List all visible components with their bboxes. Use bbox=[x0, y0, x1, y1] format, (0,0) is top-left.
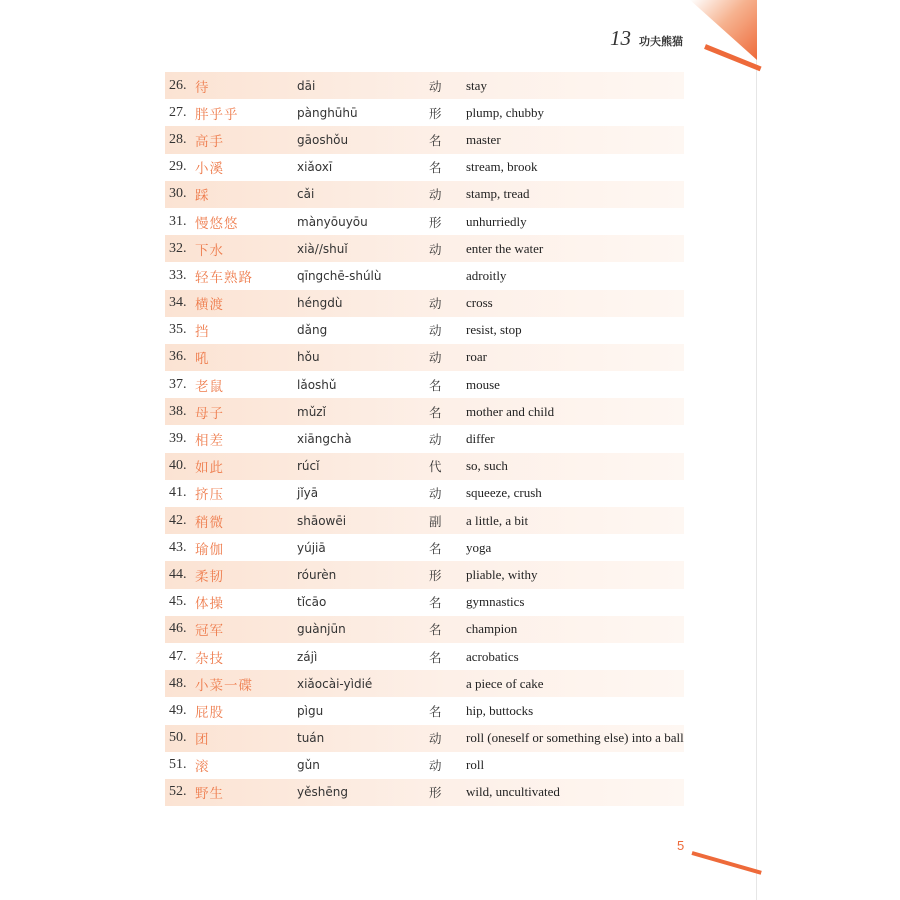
vocab-pinyin: xiǎoxī bbox=[297, 160, 333, 175]
vocab-number: 34. bbox=[169, 295, 187, 311]
vocab-pinyin: gāoshǒu bbox=[297, 132, 349, 147]
vocab-hanzi: 胖乎乎 bbox=[195, 106, 239, 123]
vocab-pinyin: lǎoshǔ bbox=[297, 377, 337, 392]
vocab-part-of-speech: 动 bbox=[429, 350, 442, 366]
vocab-row bbox=[165, 398, 684, 425]
lesson-title: 功夫熊猫 bbox=[639, 35, 683, 48]
vocab-hanzi: 待 bbox=[195, 79, 210, 96]
vocab-hanzi: 小菜一碟 bbox=[195, 677, 253, 694]
vocab-row bbox=[165, 371, 684, 398]
vocab-meaning: stamp, tread bbox=[466, 186, 530, 202]
vocab-number: 52. bbox=[169, 784, 187, 800]
vocab-row bbox=[165, 262, 684, 289]
vocab-part-of-speech: 形 bbox=[429, 785, 442, 801]
vocab-number: 33. bbox=[169, 267, 187, 283]
vocab-pinyin: pìgu bbox=[297, 703, 324, 718]
vocab-row bbox=[165, 235, 684, 262]
vocab-hanzi: 慢悠悠 bbox=[195, 215, 239, 232]
vocab-row bbox=[165, 154, 684, 181]
vocab-hanzi: 如此 bbox=[195, 460, 224, 477]
vocab-pinyin: mǔzǐ bbox=[297, 404, 326, 419]
vocab-hanzi: 屁股 bbox=[195, 704, 224, 721]
vocab-number: 40. bbox=[169, 458, 187, 474]
vocab-row bbox=[165, 725, 684, 752]
vocab-row bbox=[165, 697, 684, 724]
vocab-hanzi: 挡 bbox=[195, 324, 210, 341]
vocab-number: 50. bbox=[169, 730, 187, 746]
vocab-pinyin: yěshēng bbox=[297, 785, 348, 800]
vocab-part-of-speech: 代 bbox=[429, 459, 442, 475]
vocab-meaning: mouse bbox=[466, 376, 500, 392]
vocab-meaning: gymnastics bbox=[466, 594, 525, 610]
vocab-number: 37. bbox=[169, 376, 187, 392]
vocab-row bbox=[165, 208, 684, 235]
vocab-part-of-speech: 名 bbox=[429, 377, 442, 393]
vocab-pinyin: xiǎocài-yìdié bbox=[297, 676, 373, 691]
vocab-row bbox=[165, 344, 684, 371]
vocab-row bbox=[165, 317, 684, 344]
vocab-row bbox=[165, 670, 684, 697]
vocab-part-of-speech: 形 bbox=[429, 567, 442, 583]
vocab-hanzi: 老鼠 bbox=[195, 378, 224, 395]
vocab-meaning: roll bbox=[466, 757, 485, 773]
vocab-hanzi: 野生 bbox=[195, 786, 224, 803]
vocab-part-of-speech: 动 bbox=[429, 731, 442, 747]
vocab-row bbox=[165, 752, 684, 779]
vocab-part-of-speech: 动 bbox=[429, 486, 442, 502]
vocab-number: 39. bbox=[169, 431, 187, 447]
vocab-number: 49. bbox=[169, 702, 187, 718]
vocab-meaning: enter the water bbox=[466, 240, 544, 256]
vocab-hanzi: 柔韧 bbox=[195, 568, 224, 585]
page-number: 5 bbox=[677, 838, 685, 853]
vocab-hanzi: 轻车熟路 bbox=[195, 269, 253, 286]
vocab-number: 46. bbox=[169, 621, 187, 637]
vocab-part-of-speech: 名 bbox=[429, 622, 442, 638]
vocab-pinyin: qīngchē-shúlù bbox=[297, 268, 382, 283]
vocab-part-of-speech: 形 bbox=[429, 105, 442, 121]
vocab-number: 36. bbox=[169, 349, 187, 365]
vocab-row bbox=[165, 589, 684, 616]
vocab-part-of-speech: 副 bbox=[429, 513, 442, 529]
vocab-meaning: so, such bbox=[466, 458, 508, 474]
vocab-number: 26. bbox=[169, 77, 187, 93]
vocab-number: 28. bbox=[169, 131, 187, 147]
vocab-meaning: plump, chubby bbox=[466, 104, 544, 120]
vocab-hanzi: 滚 bbox=[195, 759, 210, 776]
vocab-row bbox=[165, 290, 684, 317]
vocab-pinyin: tǐcāo bbox=[297, 595, 327, 610]
vocab-number: 27. bbox=[169, 104, 187, 120]
vocab-part-of-speech: 动 bbox=[429, 296, 442, 312]
vocab-hanzi: 横渡 bbox=[195, 297, 224, 314]
vocab-hanzi: 踩 bbox=[195, 188, 210, 205]
vocabulary-list bbox=[165, 72, 684, 806]
vocab-meaning: unhurriedly bbox=[466, 213, 527, 229]
page-edge bbox=[756, 0, 757, 900]
vocab-number: 45. bbox=[169, 594, 187, 610]
vocab-pinyin: zájì bbox=[297, 649, 318, 664]
vocab-meaning: champion bbox=[466, 621, 518, 637]
vocab-row bbox=[165, 480, 684, 507]
vocab-number: 41. bbox=[169, 485, 187, 501]
vocab-number: 48. bbox=[169, 675, 187, 691]
lesson-number: 13 bbox=[610, 26, 631, 50]
vocab-number: 38. bbox=[169, 403, 187, 419]
vocab-row bbox=[165, 779, 684, 806]
vocab-row bbox=[165, 99, 684, 126]
vocab-meaning: stream, brook bbox=[466, 159, 538, 175]
vocab-meaning: yoga bbox=[466, 539, 492, 555]
vocab-part-of-speech: 动 bbox=[429, 758, 442, 774]
vocab-part-of-speech: 名 bbox=[429, 540, 442, 556]
vocab-hanzi: 小溪 bbox=[195, 161, 224, 178]
vocab-meaning: acrobatics bbox=[466, 648, 519, 664]
vocab-part-of-speech: 动 bbox=[429, 187, 442, 203]
vocab-pinyin: guànjūn bbox=[297, 622, 346, 637]
vocab-pinyin: xià//shuǐ bbox=[297, 241, 348, 256]
vocab-part-of-speech: 动 bbox=[429, 432, 442, 448]
vocab-pinyin: gǔn bbox=[297, 758, 320, 773]
vocab-meaning: a little, a bit bbox=[466, 512, 529, 528]
vocab-hanzi: 下水 bbox=[195, 242, 224, 259]
vocab-row bbox=[165, 126, 684, 153]
vocab-number: 31. bbox=[169, 213, 187, 229]
vocab-number: 29. bbox=[169, 159, 187, 175]
vocab-hanzi: 杂技 bbox=[195, 650, 224, 667]
vocab-meaning: stay bbox=[466, 77, 487, 93]
vocab-hanzi: 母子 bbox=[195, 405, 224, 422]
vocab-meaning: cross bbox=[466, 295, 493, 311]
vocab-meaning: squeeze, crush bbox=[466, 485, 542, 501]
vocab-meaning: a piece of cake bbox=[466, 675, 544, 691]
vocab-part-of-speech: 名 bbox=[429, 132, 442, 148]
vocab-row bbox=[165, 453, 684, 480]
vocab-row bbox=[165, 643, 684, 670]
vocab-number: 51. bbox=[169, 757, 187, 773]
vocab-number: 35. bbox=[169, 322, 187, 338]
vocab-pinyin: dǎng bbox=[297, 323, 328, 338]
vocab-part-of-speech: 动 bbox=[429, 241, 442, 257]
vocab-pinyin: rúcǐ bbox=[297, 459, 320, 474]
vocab-pinyin: xiāngchà bbox=[297, 432, 352, 447]
vocab-row bbox=[165, 561, 684, 588]
vocab-meaning: adroitly bbox=[466, 267, 507, 283]
vocab-pinyin: tuán bbox=[297, 731, 325, 746]
vocab-meaning: mother and child bbox=[466, 403, 555, 419]
vocab-hanzi: 吼 bbox=[195, 351, 210, 368]
vocab-pinyin: hǒu bbox=[297, 350, 320, 365]
vocab-number: 32. bbox=[169, 240, 187, 256]
vocab-hanzi: 挤压 bbox=[195, 487, 224, 504]
vocab-row bbox=[165, 507, 684, 534]
vocab-row bbox=[165, 72, 684, 99]
vocab-meaning: resist, stop bbox=[466, 322, 522, 338]
vocab-part-of-speech: 形 bbox=[429, 214, 442, 230]
vocab-hanzi: 团 bbox=[195, 732, 210, 749]
vocab-part-of-speech: 名 bbox=[429, 160, 442, 176]
vocab-hanzi: 稍微 bbox=[195, 514, 224, 531]
vocab-pinyin: mànyōuyōu bbox=[297, 214, 368, 229]
vocab-row bbox=[165, 425, 684, 452]
vocab-pinyin: cǎi bbox=[297, 187, 315, 202]
vocab-pinyin: héngdù bbox=[297, 296, 343, 311]
vocab-part-of-speech: 名 bbox=[429, 404, 442, 420]
vocab-meaning: hip, buttocks bbox=[466, 702, 534, 718]
vocab-number: 42. bbox=[169, 512, 187, 528]
vocab-number: 44. bbox=[169, 566, 187, 582]
vocab-number: 43. bbox=[169, 539, 187, 555]
vocab-part-of-speech: 动 bbox=[429, 323, 442, 339]
vocab-part-of-speech: 名 bbox=[429, 595, 442, 611]
vocab-row bbox=[165, 616, 684, 643]
vocab-meaning: roll (oneself or something else) into a ball bbox=[466, 730, 684, 746]
vocab-part-of-speech: 名 bbox=[429, 649, 442, 665]
vocab-pinyin: róurèn bbox=[297, 567, 337, 582]
vocab-meaning: pliable, withy bbox=[466, 566, 538, 582]
vocab-meaning: roar bbox=[466, 349, 487, 365]
lesson-header bbox=[610, 26, 683, 48]
vocab-hanzi: 高手 bbox=[195, 133, 224, 150]
vocab-pinyin: yújiā bbox=[297, 540, 326, 555]
vocab-pinyin: dāi bbox=[297, 78, 316, 93]
vocab-meaning: differ bbox=[466, 431, 495, 447]
vocab-row bbox=[165, 181, 684, 208]
vocab-pinyin: pànghūhū bbox=[297, 105, 358, 120]
vocab-pinyin: jǐyā bbox=[297, 486, 319, 501]
vocab-number: 30. bbox=[169, 186, 187, 202]
vocab-part-of-speech: 动 bbox=[429, 78, 442, 94]
vocab-meaning: master bbox=[466, 131, 501, 147]
vocab-hanzi: 瑜伽 bbox=[195, 541, 224, 558]
vocab-hanzi: 相差 bbox=[195, 433, 224, 450]
vocab-part-of-speech: 名 bbox=[429, 703, 442, 719]
vocab-row bbox=[165, 534, 684, 561]
vocab-pinyin: shāowēi bbox=[297, 513, 347, 528]
vocab-hanzi: 冠军 bbox=[195, 623, 224, 640]
vocab-hanzi: 体操 bbox=[195, 596, 224, 613]
vocab-number: 47. bbox=[169, 648, 187, 664]
vocab-meaning: wild, uncultivated bbox=[466, 784, 560, 800]
